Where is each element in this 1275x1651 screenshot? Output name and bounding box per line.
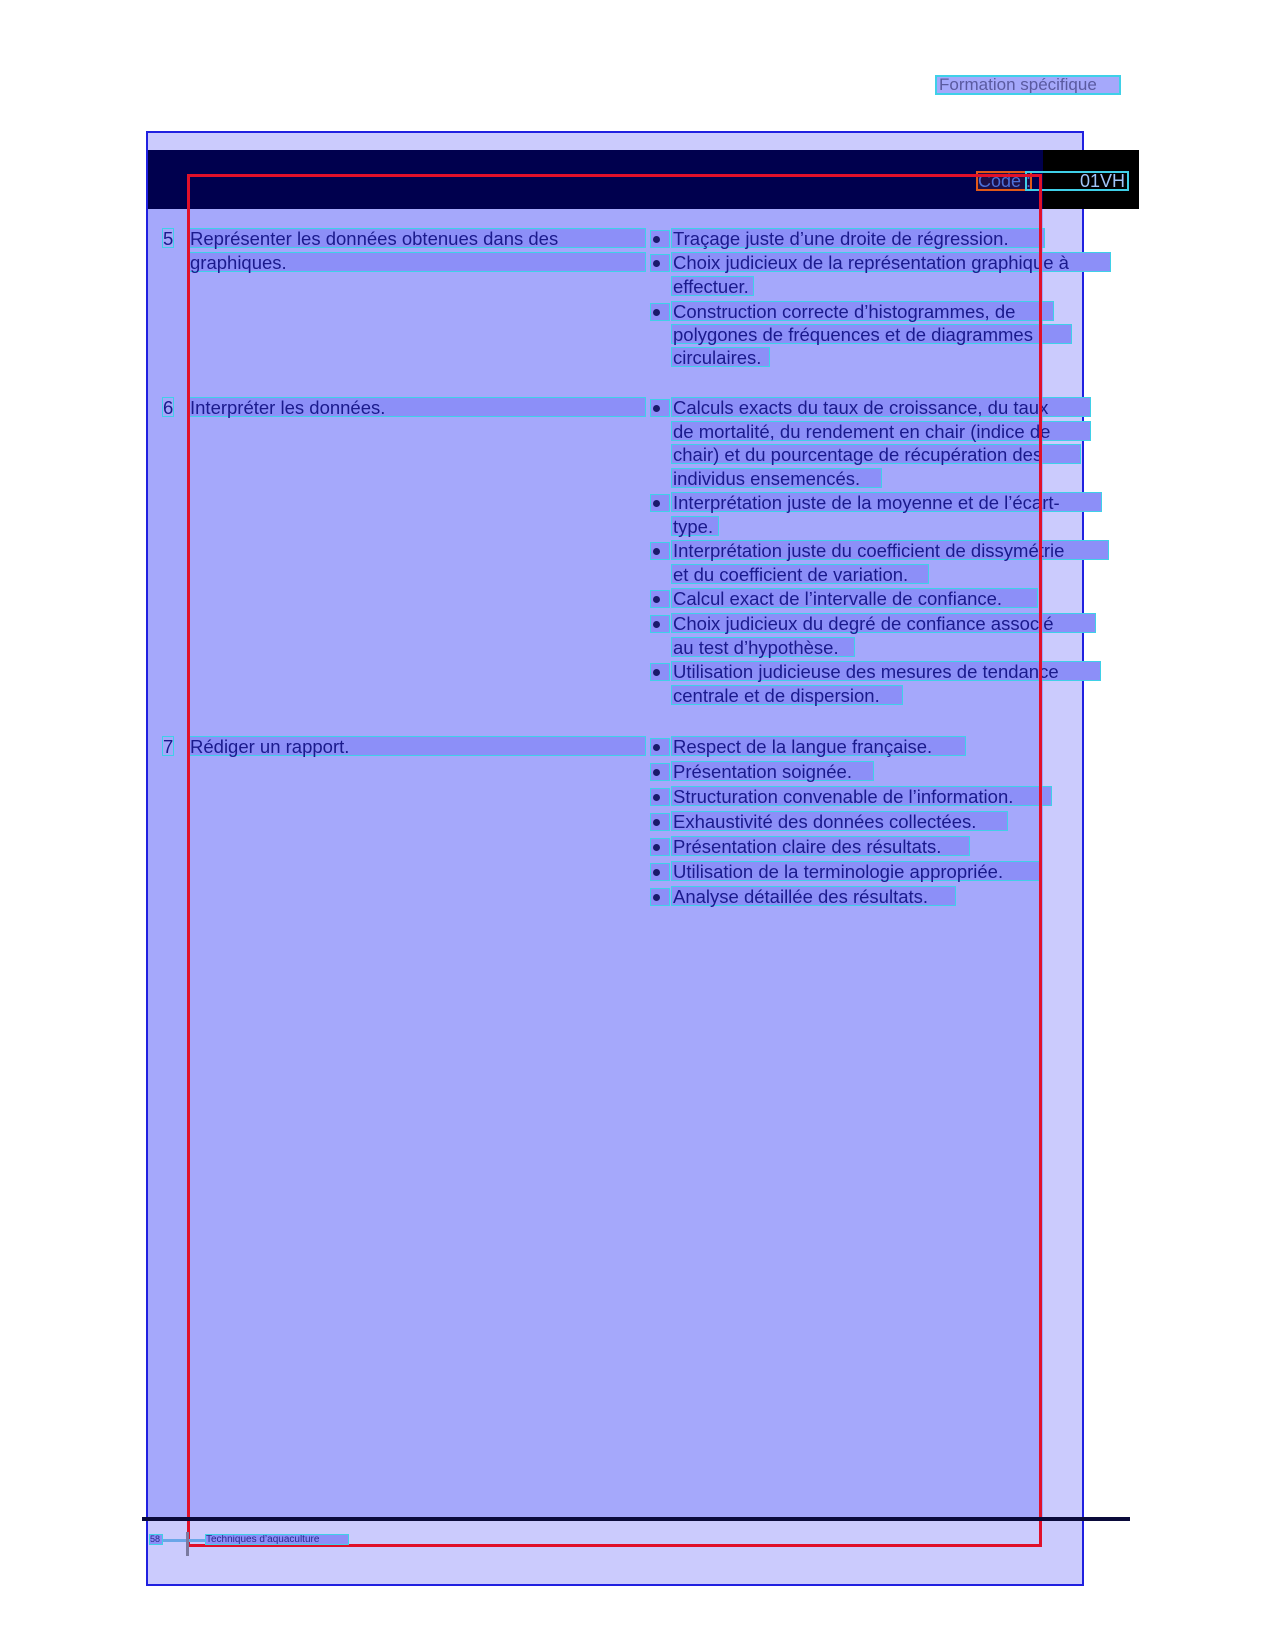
code-value: 01VH — [1025, 171, 1129, 191]
element-number: 5 — [163, 228, 174, 249]
running-header: Formation spécifique — [935, 75, 1121, 95]
element-title-line: Interpréter les données. — [188, 397, 646, 417]
criterion-line: Utilisation judicieuse des mesures de tendance — [671, 661, 1101, 681]
program-name: Techniques d’aquaculture — [205, 1534, 349, 1545]
criterion-line: individus ensemencés. — [671, 468, 882, 488]
criterion-line: Construction correcte d’histogrammes, de — [671, 301, 1054, 321]
element-title-line: Rédiger un rapport. — [188, 736, 646, 756]
criterion-line: de mortalité, du rendement en chair (indice de — [671, 421, 1091, 441]
element-number: 6 — [163, 397, 174, 418]
criterion-line: Choix judicieux du degré de confiance associé — [671, 613, 1096, 633]
criterion-line: au test d’hypothèse. — [671, 637, 855, 657]
criterion-line: Calculs exacts du taux de croissance, du taux — [671, 397, 1091, 417]
criterion-line: Exhaustivité des données collectées. — [671, 811, 1008, 831]
criterion-line: polygones de fréquences et de diagrammes — [671, 324, 1072, 344]
footer-connector — [163, 1539, 207, 1542]
page-number: 58 — [149, 1534, 163, 1545]
criterion-line: Traçage juste d’une droite de régression. — [671, 228, 1045, 248]
element-number: 7 — [163, 736, 174, 757]
criterion-line: Choix judicieux de la représentation graphique à — [671, 252, 1111, 272]
criterion-line: centrale et de dispersion. — [671, 685, 903, 705]
code-label: Code : — [978, 171, 1032, 191]
criterion-line: circulaires. — [671, 347, 770, 367]
criterion-line: et du coefficient de variation. — [671, 564, 929, 584]
criterion-line: Utilisation de la terminologie appropriée. — [671, 861, 1041, 881]
criterion-line: Interprétation juste de la moyenne et de l’écart- — [671, 492, 1102, 512]
criterion-line: Présentation claire des résultats. — [671, 836, 970, 856]
criterion-line: effectuer. — [671, 276, 754, 296]
element-title-line: Représenter les données obtenues dans des — [188, 228, 646, 248]
footer-tick — [186, 1532, 189, 1556]
criterion-line: Respect de la langue française. — [671, 736, 966, 756]
criterion-line: Analyse détaillée des résultats. — [671, 886, 956, 906]
criterion-line: Présentation soignée. — [671, 761, 874, 781]
criterion-line: Structuration convenable de l’information. — [671, 786, 1052, 806]
criterion-line: type. — [671, 516, 719, 536]
criterion-line: chair) et du pourcentage de récupération des — [671, 444, 1081, 464]
criterion-line: Interprétation juste du coefficient de dissymétrie — [671, 540, 1109, 560]
footer-rule — [142, 1517, 1130, 1521]
element-title-line: graphiques. — [188, 252, 646, 272]
criterion-line: Calcul exact de l’intervalle de confiance. — [671, 588, 1038, 608]
page-margin-frame — [187, 174, 1042, 1547]
